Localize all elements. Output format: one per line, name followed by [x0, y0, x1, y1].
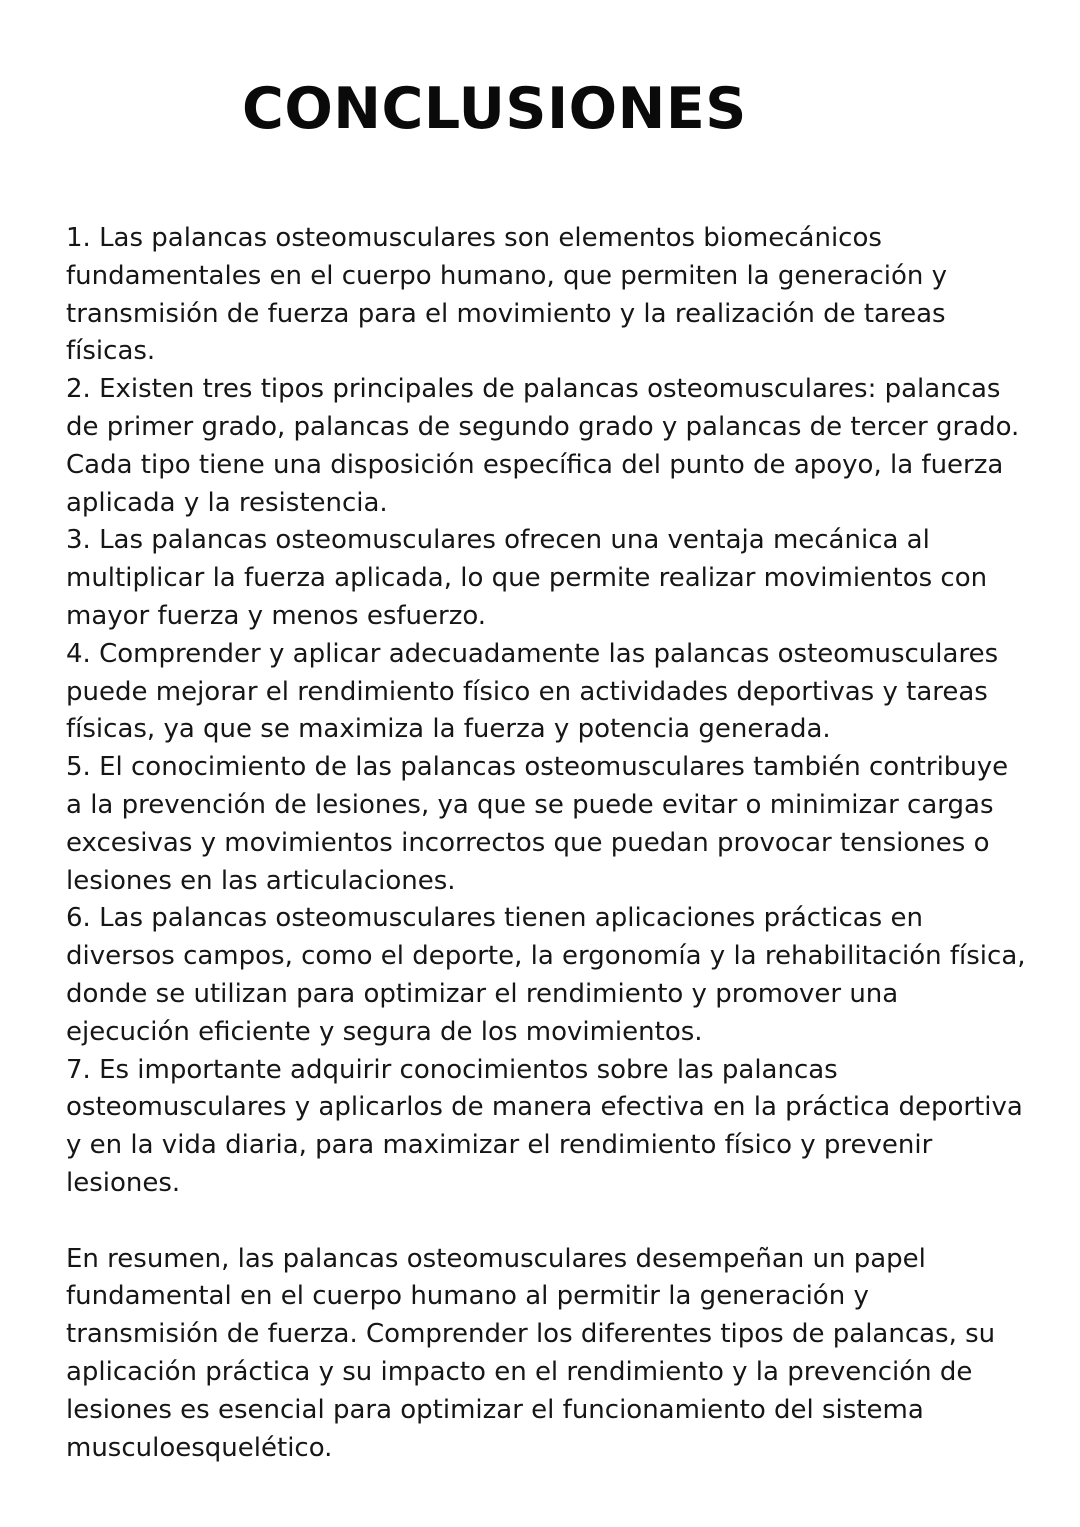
conclusion-item-4: 4. Comprender y aplicar adecuadamente las palancas osteomusculares puede mejorar el rendimiento físico en actividades deportivas y tareas físicas, ya que se maximiza la fuerza y potencia generada. [66, 638, 999, 745]
conclusion-item-3: 3. Las palancas osteomusculares ofrecen una ventaja mecánica al multiplicar la fuerza aplicada, lo que permite realizar movimientos con mayor fuerza y menos esfuerzo. [66, 525, 988, 631]
page-title: CONCLUSIONES [242, 76, 747, 142]
conclusion-item-7: 7. Es importante adquirir conocimientos sobre las palancas osteomusculares y aplicarlos de manera efectiva en la práctica deportiva y en la vida diaria, para maximizar el rendimiento físico y prevenir lesiones. [66, 1054, 1023, 1198]
conclusion-item-5: 5. El conocimiento de las palancas osteomusculares también contribuye a la prevención de lesiones, ya que se puede evitar o minimizar cargas excesivas y movimientos incorrectos que puedan provocar tensiones o lesiones en las articulaciones. [66, 752, 1009, 896]
conclusion-item-1: 1. Las palancas osteomusculares son elementos biomecánicos fundamentales en el cuerpo humano, que permiten la generación y transmisión de fuerza para el movimiento y la realización de tareas físicas. [66, 223, 948, 367]
conclusion-item-6: 6. Las palancas osteomusculares tienen aplicaciones prácticas en diversos campos, como el deporte, la ergonomía y la rehabilitación física, donde se utilizan para optimizar el rendimiento y promover una ejecución eficiente y segura de los movimientos. [66, 903, 1026, 1047]
conclusions-body [66, 220, 1026, 1467]
conclusion-item-2: 2. Existen tres tipos principales de palancas osteomusculares: palancas de primer grado, palancas de segundo grado y palancas de tercer grado. Cada tipo tiene una disposición específica del punto de apoyo, la fuerza aplicada y la resistencia. [66, 374, 1020, 518]
summary-paragraph: En resumen, las palancas osteomusculares desempeñan un papel fundamental en el cuerpo humano al permitir la generación y transmisión de fuerza. Comprender los diferentes tipos de palancas, su aplicación práctica y su impacto en el rendimiento y la prevención de lesiones es esencial para optimizar el funcionamiento del sistema musculoesquelético. [66, 1243, 996, 1463]
